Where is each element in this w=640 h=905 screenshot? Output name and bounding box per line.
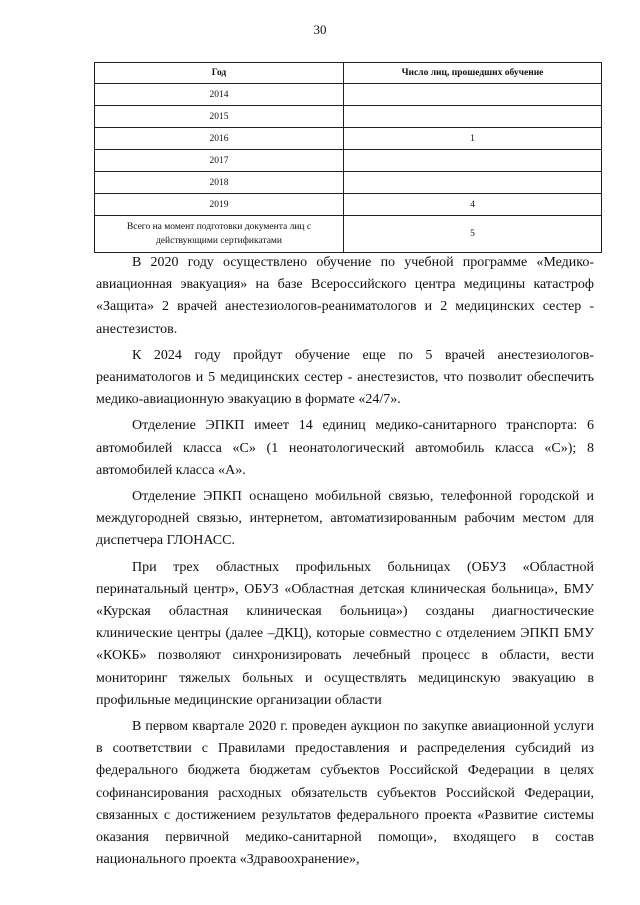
total-label-cell [95,216,344,253]
paragraph-training-2020: В 2020 году осуществлено обучение по учебной программе «Медико-авиационная эвакуация» на базе Всероссийского центра медицины катастроф «Защита» 2 врачей анестезиологов-реаниматологов и 2 медицинских сестер - анестезистов. [96,255,594,337]
paragraph-transport: Отделение ЭПКП имеет 14 единиц медико-санитарного транспорта: 6 автомобилей класса «С» (1 неонатологический автомобиль класса «С»); 8 автомобилей класса «А». [96,418,594,478]
paragraph-communications: Отделение ЭПКП оснащено мобильной связью, телефонной городской и междугородней связью, интернетом, автоматизированным рабочим местом для диспетчера ГЛОНАСС. [96,489,594,549]
total-label-line1: Всего на момент подготовки документа лиц с [126,222,312,232]
table-row [95,84,602,106]
year-cell: 2018 [95,172,344,194]
table-header-row [95,63,602,84]
body-text [96,252,594,875]
year-cell: 2019 [95,194,344,216]
total-label-line2: действующими сертификатами [155,236,283,246]
paragraph-diagnostic-centers: При трех областных профильных больницах (ОБУЗ «Областной перинатальный центр», ОБУЗ «Областная детская клиническая больница», БМУ «Курская областная клиническая больница») созданы диагностические клинические центры (далее –ДКЦ), которые совместно с отделением ЭПКП БМУ «КОКБ» позволяют синхронизировать лечебный процесс в области, вести мониторинг тяжелых больных и осуществлять медицинскую эвакуацию в профильные медицинские организации области [96,559,594,708]
table-row [95,194,602,216]
table-total-row [95,216,602,253]
table-row [95,106,602,128]
total-value-cell: 5 [344,216,602,253]
training-stats-table [94,62,602,253]
count-cell: 4 [344,194,602,216]
year-cell: 2014 [95,84,344,106]
paragraph-training-2024: К 2024 году пройдут обучение еще по 5 врачей анестезиологов-реаниматологов и 5 медицинских сестер - анестезистов, что позволит обеспечить медико-авиационную эвакуацию в формате «24/7». [96,347,594,408]
header-year: Год [95,63,344,84]
table-row [95,172,602,194]
table-row [95,128,602,150]
page-number: 30 [313,22,327,37]
count-cell [344,84,602,106]
count-cell [344,172,602,194]
count-cell [344,150,602,172]
header-trained-count: Число лиц, прошедших обучение [344,63,602,84]
count-cell: 1 [344,128,602,150]
paragraph-auction: В первом квартале 2020 г. проведен аукцион по закупке авиационной услуги в соответствии с Правилами предоставления и распределения субсидий из федерального бюджета бюджетам субъектов Российской Федерации в целях софинансирования расходных обязательств субъектов Российской Федерации, связанных с достижением результатов федерального проекта «Развитие системы оказания первичной медико-санитарной помощи», входящего в состав национального проекта «Здравоохранение», [96,719,594,868]
table-row [95,150,602,172]
count-cell [344,106,602,128]
year-cell: 2015 [95,106,344,128]
year-cell: 2016 [95,128,344,150]
year-cell: 2017 [95,150,344,172]
